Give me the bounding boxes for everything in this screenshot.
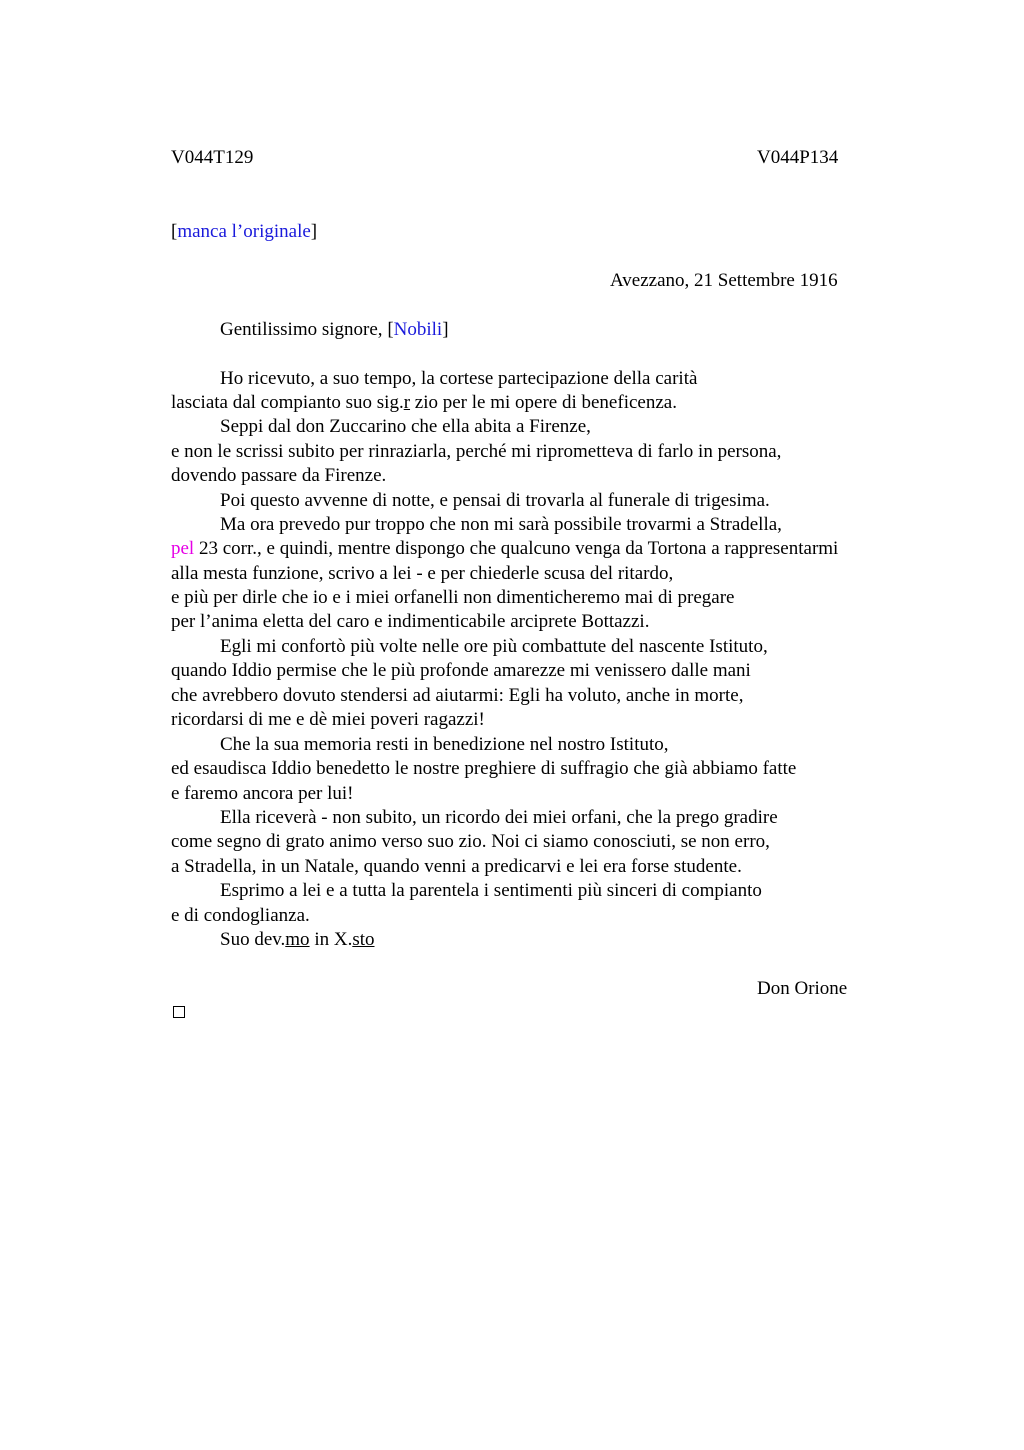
body-line: e faremo ancora per lui! xyxy=(171,783,354,804)
salutation-text: Gentilissimo signore, xyxy=(220,319,388,340)
body-line: alla mesta funzione, scrivo a lei - e per chiederle scusa del ritardo, xyxy=(171,563,674,584)
body-line: per l’anima eletta del caro e indimenticabile arciprete Bottazzi. xyxy=(171,611,650,632)
body-line: e non le scrissi subito per rinraziarla, perché mi riprometteva di farlo in persona, xyxy=(171,441,782,462)
abbreviation-superscript: mo xyxy=(285,929,310,950)
body-text: 23 corr., e quindi, mentre dispongo che qualcuno venga da Tortona a rappresentarmi xyxy=(194,538,839,559)
body-line: Ho ricevuto, a suo tempo, la cortese partecipazione della carità xyxy=(220,368,698,389)
salutation xyxy=(220,318,449,342)
document-code-right: V044P134 xyxy=(757,147,839,168)
abbreviation-superscript: r xyxy=(403,392,411,413)
editorial-note-text: manca l’originale xyxy=(177,221,311,242)
closing-line xyxy=(220,928,375,952)
body-line: ed esaudisca Iddio benedetto le nostre preghiere di suffragio che già abbiamo fatte xyxy=(171,758,797,779)
body-line xyxy=(171,537,838,561)
body-line: a Stradella, in un Natale, quando venni a predicarvi e lei era forse studente. xyxy=(171,856,742,877)
recipient-name: Nobili xyxy=(393,319,443,340)
body-line: che avrebbero dovuto stendersi ad aiutarmi: Egli ha voluto, anche in morte, xyxy=(171,685,744,706)
body-line: Egli mi confortò più volte nelle ore più combattute del nascente Istituto, xyxy=(220,636,768,657)
body-line: ricordarsi di me e dè miei poveri ragazzi! xyxy=(171,709,485,730)
body-text: zio per le mi opere di beneficenza. xyxy=(410,392,677,413)
body-line: come segno di grato animo verso suo zio. Noi ci siamo conosciuti, se non erro, xyxy=(171,831,770,852)
body-line: e di condoglianza. xyxy=(171,905,310,926)
bracket-open: [ xyxy=(387,319,394,340)
body-line: quando Iddio permise che le più profonde amarezze mi venissero dalle mani xyxy=(171,660,751,681)
signature: Don Orione xyxy=(757,978,848,999)
body-line: Ma ora prevedo pur troppo che non mi sarà possibile trovarmi a Stradella, xyxy=(220,514,782,535)
body-line xyxy=(171,391,677,415)
bracket-close: ] xyxy=(442,319,449,340)
body-line: Ella riceverà - non subito, un ricordo dei miei orfani, che la prego gradire xyxy=(220,807,778,828)
body-text: Suo dev. xyxy=(220,929,286,950)
body-line: Che la sua memoria resti in benedizione nel nostro Istituto, xyxy=(220,734,669,755)
body-line: e più per dirle che io e i miei orfanelli non dimenticheremo mai di pregare xyxy=(171,587,735,608)
variant-word: pel xyxy=(171,538,195,559)
body-text: lasciata dal compianto suo sig. xyxy=(171,392,404,413)
body-line: dovendo passare da Firenze. xyxy=(171,465,387,486)
bracket-close: ] xyxy=(310,221,318,242)
square-outline-icon xyxy=(173,1006,185,1018)
body-line: Poi questo avvenne di notte, e pensai di trovarla al funerale di trigesima. xyxy=(220,490,770,511)
bracket-open: [ xyxy=(171,221,178,242)
body-text: in X. xyxy=(309,929,353,950)
abbreviation-superscript: sto xyxy=(352,929,375,950)
dateline: Avezzano, 21 Settembre 1916 xyxy=(610,270,838,291)
editorial-note xyxy=(171,220,317,244)
body-line: Seppi dal don Zuccarino che ella abita a Firenze, xyxy=(220,416,591,437)
body-line: Esprimo a lei e a tutta la parentela i sentimenti più sinceri di compianto xyxy=(220,880,762,901)
document-code-left: V044T129 xyxy=(171,147,254,168)
